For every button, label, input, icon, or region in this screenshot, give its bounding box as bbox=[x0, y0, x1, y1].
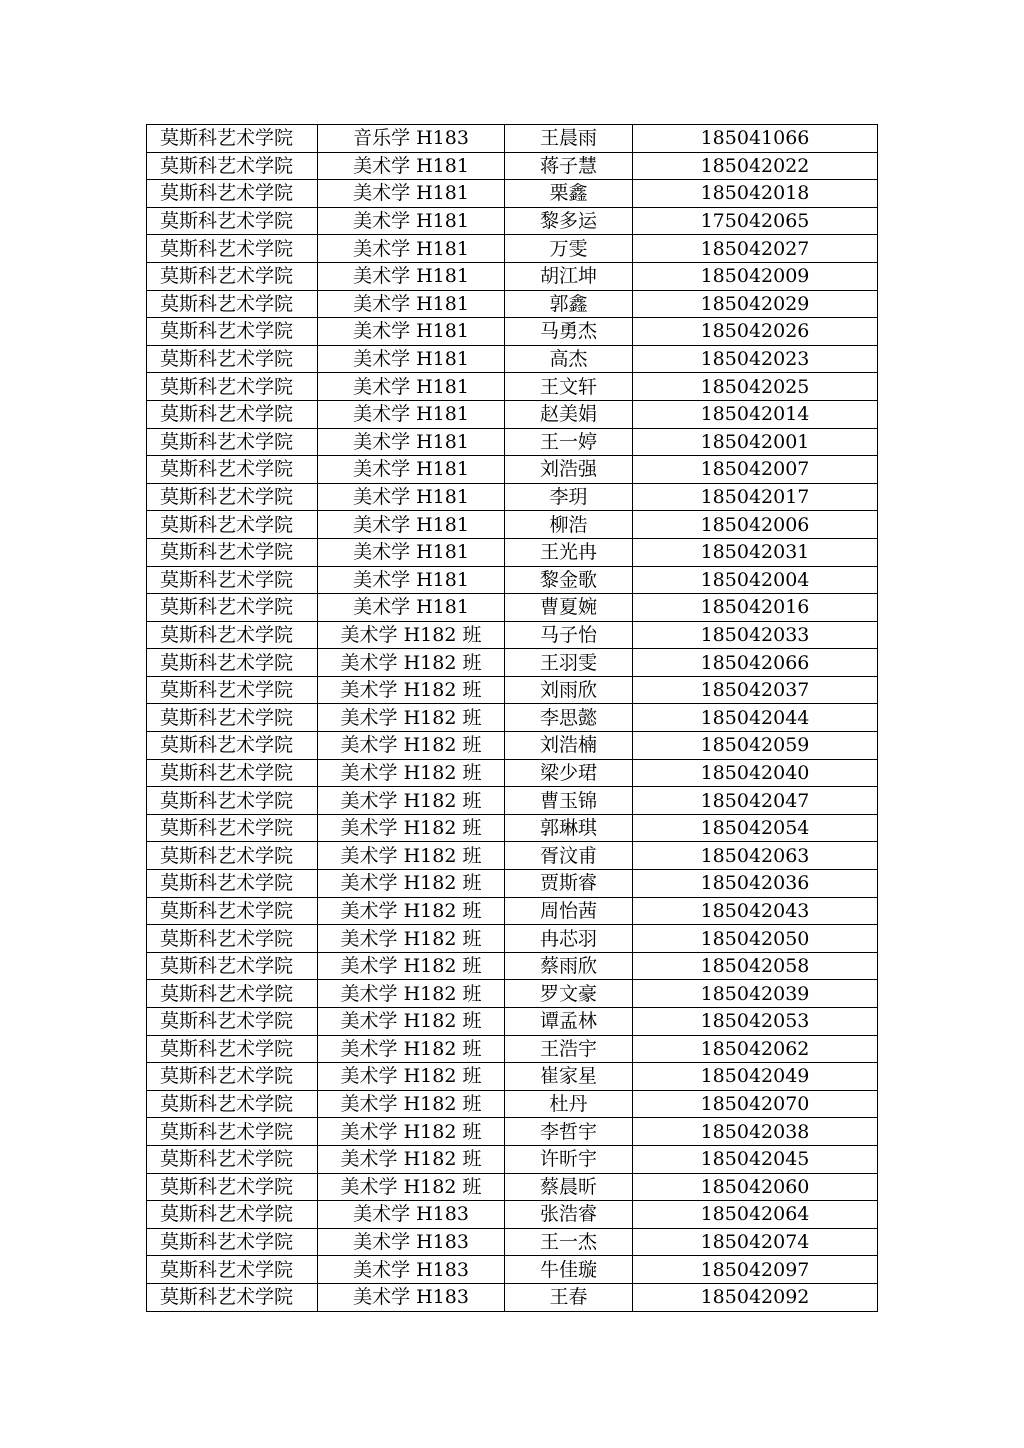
table-row bbox=[147, 345, 878, 373]
table-row bbox=[147, 456, 878, 484]
class-cell: 美术学 H181 bbox=[318, 456, 505, 484]
school-cell: 莫斯科艺术学院 bbox=[147, 676, 318, 704]
student-name-cell: 马子怡 bbox=[505, 621, 633, 649]
table-row bbox=[147, 980, 878, 1008]
school-cell: 莫斯科艺术学院 bbox=[147, 400, 318, 428]
table-row bbox=[147, 511, 878, 539]
table-row bbox=[147, 428, 878, 456]
class-cell: 美术学 H181 bbox=[318, 207, 505, 235]
student-id-cell: 185042004 bbox=[633, 566, 878, 594]
school-cell: 莫斯科艺术学院 bbox=[147, 621, 318, 649]
school-cell: 莫斯科艺术学院 bbox=[147, 262, 318, 290]
school-cell: 莫斯科艺术学院 bbox=[147, 1008, 318, 1036]
table-row bbox=[147, 1145, 878, 1173]
student-name-cell: 谭孟林 bbox=[505, 1008, 633, 1036]
table-row bbox=[147, 400, 878, 428]
table-row bbox=[147, 732, 878, 760]
student-id-cell: 185042040 bbox=[633, 759, 878, 787]
student-id-cell: 185042017 bbox=[633, 483, 878, 511]
table-row bbox=[147, 759, 878, 787]
table-row bbox=[147, 649, 878, 677]
school-cell: 莫斯科艺术学院 bbox=[147, 594, 318, 622]
class-cell: 美术学 H182 班 bbox=[318, 897, 505, 925]
table-row bbox=[147, 125, 878, 153]
student-id-cell: 185042064 bbox=[633, 1201, 878, 1229]
student-name-cell: 黎多运 bbox=[505, 207, 633, 235]
student-name-cell: 曹夏婉 bbox=[505, 594, 633, 622]
student-name-cell: 张浩睿 bbox=[505, 1201, 633, 1229]
student-id-cell: 185042023 bbox=[633, 345, 878, 373]
class-cell: 美术学 H182 班 bbox=[318, 649, 505, 677]
school-cell: 莫斯科艺术学院 bbox=[147, 483, 318, 511]
school-cell: 莫斯科艺术学院 bbox=[147, 925, 318, 953]
student-name-cell: 牛佳璇 bbox=[505, 1256, 633, 1284]
class-cell: 美术学 H182 班 bbox=[318, 952, 505, 980]
student-id-cell: 185042059 bbox=[633, 732, 878, 760]
table-row bbox=[147, 207, 878, 235]
class-cell: 美术学 H181 bbox=[318, 152, 505, 180]
table-row bbox=[147, 870, 878, 898]
class-cell: 美术学 H181 bbox=[318, 290, 505, 318]
class-cell: 美术学 H181 bbox=[318, 428, 505, 456]
roster-body bbox=[147, 125, 878, 1312]
student-id-cell: 185042043 bbox=[633, 897, 878, 925]
student-id-cell: 185042031 bbox=[633, 538, 878, 566]
student-name-cell: 刘浩楠 bbox=[505, 732, 633, 760]
class-cell: 美术学 H183 bbox=[318, 1201, 505, 1229]
student-id-cell: 185042092 bbox=[633, 1283, 878, 1311]
class-cell: 美术学 H182 班 bbox=[318, 759, 505, 787]
student-id-cell: 185042009 bbox=[633, 262, 878, 290]
table-row bbox=[147, 897, 878, 925]
student-id-cell: 185042007 bbox=[633, 456, 878, 484]
student-name-cell: 高杰 bbox=[505, 345, 633, 373]
table-row bbox=[147, 842, 878, 870]
student-id-cell: 185042062 bbox=[633, 1035, 878, 1063]
school-cell: 莫斯科艺术学院 bbox=[147, 345, 318, 373]
school-cell: 莫斯科艺术学院 bbox=[147, 1283, 318, 1311]
student-name-cell: 蔡雨欣 bbox=[505, 952, 633, 980]
table-row bbox=[147, 925, 878, 953]
table-row bbox=[147, 262, 878, 290]
class-cell: 美术学 H182 班 bbox=[318, 1035, 505, 1063]
class-cell: 美术学 H182 班 bbox=[318, 870, 505, 898]
student-name-cell: 郭琳琪 bbox=[505, 814, 633, 842]
student-name-cell: 李思懿 bbox=[505, 704, 633, 732]
school-cell: 莫斯科艺术学院 bbox=[147, 511, 318, 539]
class-cell: 美术学 H183 bbox=[318, 1228, 505, 1256]
student-name-cell: 王光冉 bbox=[505, 538, 633, 566]
class-cell: 美术学 H181 bbox=[318, 511, 505, 539]
school-cell: 莫斯科艺术学院 bbox=[147, 1228, 318, 1256]
student-name-cell: 李玥 bbox=[505, 483, 633, 511]
student-name-cell: 柳浩 bbox=[505, 511, 633, 539]
table-row bbox=[147, 814, 878, 842]
table-row bbox=[147, 594, 878, 622]
class-cell: 美术学 H181 bbox=[318, 262, 505, 290]
student-name-cell: 胡江坤 bbox=[505, 262, 633, 290]
class-cell: 美术学 H181 bbox=[318, 373, 505, 401]
class-cell: 美术学 H182 班 bbox=[318, 1008, 505, 1036]
student-id-cell: 185042050 bbox=[633, 925, 878, 953]
table-row bbox=[147, 318, 878, 346]
table-row bbox=[147, 1283, 878, 1311]
table-row bbox=[147, 1118, 878, 1146]
table-row bbox=[147, 1035, 878, 1063]
student-name-cell: 郭鑫 bbox=[505, 290, 633, 318]
student-name-cell: 贾斯睿 bbox=[505, 870, 633, 898]
student-name-cell: 蒋子慧 bbox=[505, 152, 633, 180]
school-cell: 莫斯科艺术学院 bbox=[147, 814, 318, 842]
school-cell: 莫斯科艺术学院 bbox=[147, 1090, 318, 1118]
student-id-cell: 185042060 bbox=[633, 1173, 878, 1201]
class-cell: 美术学 H181 bbox=[318, 400, 505, 428]
student-name-cell: 王浩宇 bbox=[505, 1035, 633, 1063]
table-row bbox=[147, 787, 878, 815]
school-cell: 莫斯科艺术学院 bbox=[147, 152, 318, 180]
student-name-cell: 冉芯羽 bbox=[505, 925, 633, 953]
student-id-cell: 185042058 bbox=[633, 952, 878, 980]
student-id-cell: 185042047 bbox=[633, 787, 878, 815]
class-cell: 美术学 H181 bbox=[318, 235, 505, 263]
student-id-cell: 185042044 bbox=[633, 704, 878, 732]
student-id-cell: 185042014 bbox=[633, 400, 878, 428]
student-name-cell: 王羽雯 bbox=[505, 649, 633, 677]
school-cell: 莫斯科艺术学院 bbox=[147, 207, 318, 235]
school-cell: 莫斯科艺术学院 bbox=[147, 870, 318, 898]
school-cell: 莫斯科艺术学院 bbox=[147, 1256, 318, 1284]
table-row bbox=[147, 566, 878, 594]
student-id-cell: 185042033 bbox=[633, 621, 878, 649]
school-cell: 莫斯科艺术学院 bbox=[147, 428, 318, 456]
class-cell: 美术学 H182 班 bbox=[318, 621, 505, 649]
student-name-cell: 曹玉锦 bbox=[505, 787, 633, 815]
school-cell: 莫斯科艺术学院 bbox=[147, 952, 318, 980]
school-cell: 莫斯科艺术学院 bbox=[147, 732, 318, 760]
school-cell: 莫斯科艺术学院 bbox=[147, 1118, 318, 1146]
student-id-cell: 185042018 bbox=[633, 180, 878, 208]
school-cell: 莫斯科艺术学院 bbox=[147, 787, 318, 815]
student-name-cell: 刘雨欣 bbox=[505, 676, 633, 704]
class-cell: 美术学 H181 bbox=[318, 180, 505, 208]
student-name-cell: 黎金歌 bbox=[505, 566, 633, 594]
school-cell: 莫斯科艺术学院 bbox=[147, 235, 318, 263]
student-name-cell: 许昕宇 bbox=[505, 1145, 633, 1173]
student-name-cell: 罗文豪 bbox=[505, 980, 633, 1008]
school-cell: 莫斯科艺术学院 bbox=[147, 566, 318, 594]
school-cell: 莫斯科艺术学院 bbox=[147, 318, 318, 346]
student-id-cell: 185042006 bbox=[633, 511, 878, 539]
student-id-cell: 185042045 bbox=[633, 1145, 878, 1173]
student-id-cell: 185042027 bbox=[633, 235, 878, 263]
student-id-cell: 185042074 bbox=[633, 1228, 878, 1256]
table-row bbox=[147, 1256, 878, 1284]
student-id-cell: 175042065 bbox=[633, 207, 878, 235]
school-cell: 莫斯科艺术学院 bbox=[147, 290, 318, 318]
school-cell: 莫斯科艺术学院 bbox=[147, 704, 318, 732]
student-id-cell: 185042097 bbox=[633, 1256, 878, 1284]
table-row bbox=[147, 676, 878, 704]
student-name-cell: 蔡晨昕 bbox=[505, 1173, 633, 1201]
student-id-cell: 185042025 bbox=[633, 373, 878, 401]
table-row bbox=[147, 235, 878, 263]
student-name-cell: 梁少珺 bbox=[505, 759, 633, 787]
student-name-cell: 王春 bbox=[505, 1283, 633, 1311]
school-cell: 莫斯科艺术学院 bbox=[147, 373, 318, 401]
student-name-cell: 王晨雨 bbox=[505, 125, 633, 153]
class-cell: 美术学 H182 班 bbox=[318, 1118, 505, 1146]
school-cell: 莫斯科艺术学院 bbox=[147, 1145, 318, 1173]
student-id-cell: 185042037 bbox=[633, 676, 878, 704]
table-row bbox=[147, 1090, 878, 1118]
school-cell: 莫斯科艺术学院 bbox=[147, 897, 318, 925]
student-id-cell: 185042053 bbox=[633, 1008, 878, 1036]
student-name-cell: 王文轩 bbox=[505, 373, 633, 401]
table-row bbox=[147, 1173, 878, 1201]
student-name-cell: 马勇杰 bbox=[505, 318, 633, 346]
class-cell: 美术学 H182 班 bbox=[318, 732, 505, 760]
school-cell: 莫斯科艺术学院 bbox=[147, 125, 318, 153]
class-cell: 美术学 H182 班 bbox=[318, 925, 505, 953]
student-name-cell: 王一婷 bbox=[505, 428, 633, 456]
table-row bbox=[147, 373, 878, 401]
student-name-cell: 杜丹 bbox=[505, 1090, 633, 1118]
class-cell: 美术学 H182 班 bbox=[318, 842, 505, 870]
student-name-cell: 李哲宇 bbox=[505, 1118, 633, 1146]
school-cell: 莫斯科艺术学院 bbox=[147, 759, 318, 787]
table-row bbox=[147, 1063, 878, 1091]
student-id-cell: 185042070 bbox=[633, 1090, 878, 1118]
class-cell: 美术学 H182 班 bbox=[318, 1090, 505, 1118]
student-name-cell: 崔家星 bbox=[505, 1063, 633, 1091]
table-row bbox=[147, 1008, 878, 1036]
table-row bbox=[147, 538, 878, 566]
school-cell: 莫斯科艺术学院 bbox=[147, 1063, 318, 1091]
student-id-cell: 185042001 bbox=[633, 428, 878, 456]
class-cell: 美术学 H182 班 bbox=[318, 1063, 505, 1091]
student-name-cell: 刘浩强 bbox=[505, 456, 633, 484]
class-cell: 美术学 H181 bbox=[318, 566, 505, 594]
table-row bbox=[147, 952, 878, 980]
student-name-cell: 赵美娟 bbox=[505, 400, 633, 428]
class-cell: 美术学 H183 bbox=[318, 1256, 505, 1284]
school-cell: 莫斯科艺术学院 bbox=[147, 842, 318, 870]
student-id-cell: 185042026 bbox=[633, 318, 878, 346]
school-cell: 莫斯科艺术学院 bbox=[147, 1201, 318, 1229]
table-row bbox=[147, 180, 878, 208]
table-row bbox=[147, 704, 878, 732]
class-cell: 美术学 H182 班 bbox=[318, 1145, 505, 1173]
table-row bbox=[147, 483, 878, 511]
class-cell: 美术学 H182 班 bbox=[318, 676, 505, 704]
class-cell: 美术学 H181 bbox=[318, 345, 505, 373]
student-id-cell: 185042049 bbox=[633, 1063, 878, 1091]
student-id-cell: 185042039 bbox=[633, 980, 878, 1008]
class-cell: 美术学 H182 班 bbox=[318, 787, 505, 815]
student-id-cell: 185042066 bbox=[633, 649, 878, 677]
class-cell: 美术学 H181 bbox=[318, 318, 505, 346]
school-cell: 莫斯科艺术学院 bbox=[147, 456, 318, 484]
class-cell: 美术学 H183 bbox=[318, 1283, 505, 1311]
student-name-cell: 王一杰 bbox=[505, 1228, 633, 1256]
student-name-cell: 栗鑫 bbox=[505, 180, 633, 208]
student-id-cell: 185042016 bbox=[633, 594, 878, 622]
student-roster-table bbox=[146, 124, 878, 1312]
school-cell: 莫斯科艺术学院 bbox=[147, 1035, 318, 1063]
student-id-cell: 185041066 bbox=[633, 125, 878, 153]
student-id-cell: 185042029 bbox=[633, 290, 878, 318]
class-cell: 美术学 H182 班 bbox=[318, 814, 505, 842]
school-cell: 莫斯科艺术学院 bbox=[147, 649, 318, 677]
student-id-cell: 185042022 bbox=[633, 152, 878, 180]
class-cell: 美术学 H181 bbox=[318, 594, 505, 622]
school-cell: 莫斯科艺术学院 bbox=[147, 538, 318, 566]
table-row bbox=[147, 290, 878, 318]
class-cell: 音乐学 H183 bbox=[318, 125, 505, 153]
class-cell: 美术学 H182 班 bbox=[318, 1173, 505, 1201]
student-id-cell: 185042036 bbox=[633, 870, 878, 898]
class-cell: 美术学 H182 班 bbox=[318, 704, 505, 732]
class-cell: 美术学 H181 bbox=[318, 483, 505, 511]
table-row bbox=[147, 1228, 878, 1256]
table-row bbox=[147, 152, 878, 180]
class-cell: 美术学 H182 班 bbox=[318, 980, 505, 1008]
student-name-cell: 胥汶甫 bbox=[505, 842, 633, 870]
table-row bbox=[147, 621, 878, 649]
table-row bbox=[147, 1201, 878, 1229]
student-name-cell: 周怡茜 bbox=[505, 897, 633, 925]
student-id-cell: 185042038 bbox=[633, 1118, 878, 1146]
school-cell: 莫斯科艺术学院 bbox=[147, 180, 318, 208]
student-id-cell: 185042063 bbox=[633, 842, 878, 870]
class-cell: 美术学 H181 bbox=[318, 538, 505, 566]
student-id-cell: 185042054 bbox=[633, 814, 878, 842]
school-cell: 莫斯科艺术学院 bbox=[147, 980, 318, 1008]
student-name-cell: 万雯 bbox=[505, 235, 633, 263]
school-cell: 莫斯科艺术学院 bbox=[147, 1173, 318, 1201]
